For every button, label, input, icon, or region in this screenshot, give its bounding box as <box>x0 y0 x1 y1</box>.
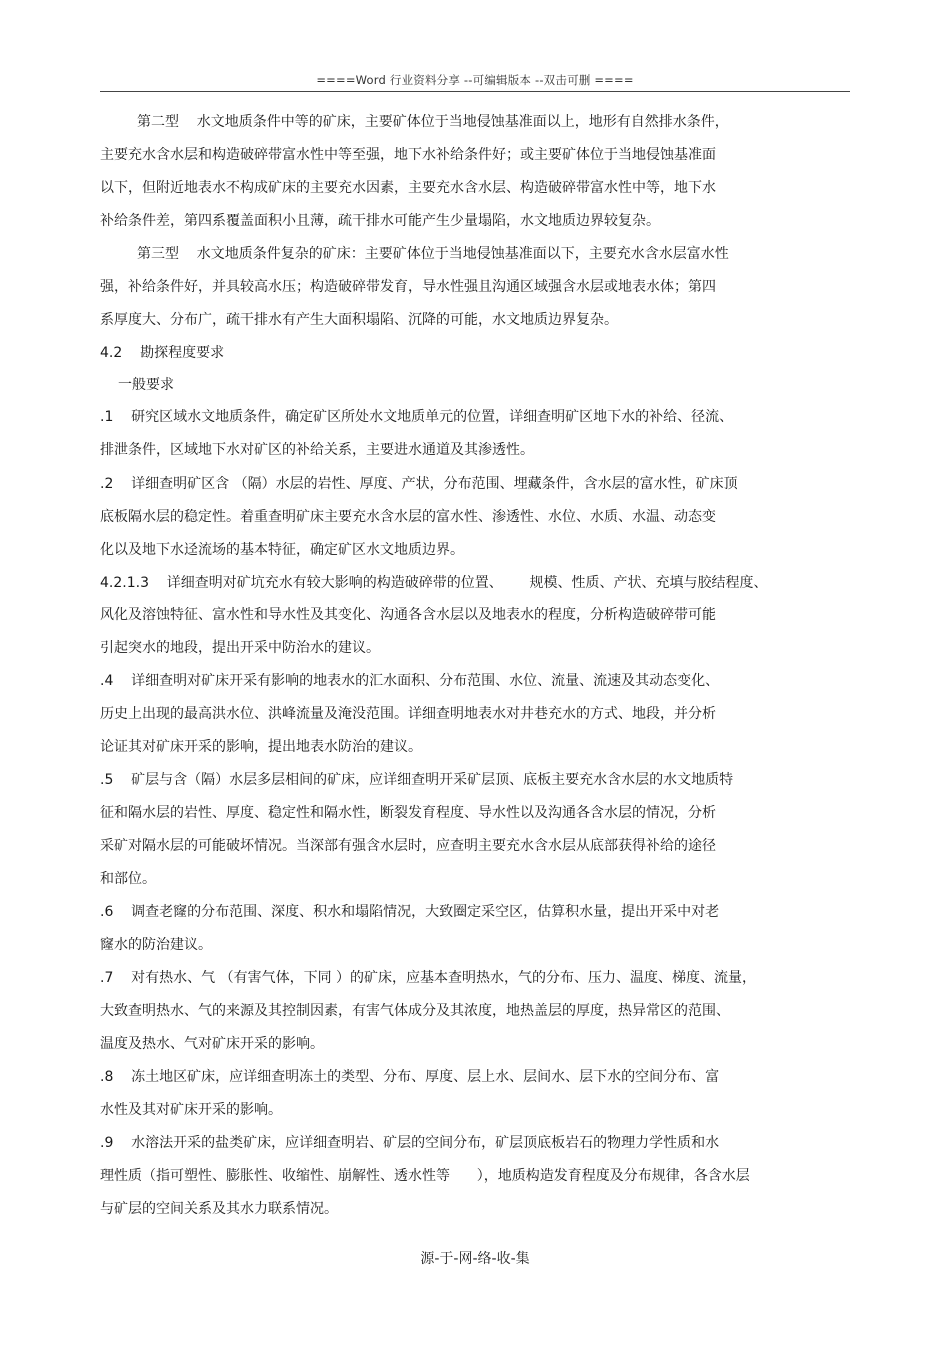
body-line: 温度及热水、气对矿床开采的影响。 <box>100 1036 324 1052</box>
body-line: 与矿层的空间关系及其水力联系情况。 <box>100 1201 338 1217</box>
body-line: .6 调查老窿的分布范围、深度、积水和塌陷情况，大致圈定采空区，估算积水量，提出开采中对老 <box>100 904 720 920</box>
body-line: .1 研究区域水文地质条件，确定矿区所处水文地质单元的位置，详细查明矿区地下水的补给、径流、 <box>100 409 734 425</box>
body-line: 采矿对隔水层的可能破坏情况。当深部有强含水层时，应查明主要充水含水层从底部获得补给的途径 <box>100 838 716 854</box>
body-line: 论证其对矿床开采的影响，提出地表水防治的建议。 <box>100 739 422 755</box>
body-line: 风化及溶蚀特征、富水性和导水性及其变化、沟通各含水层以及地表水的程度，分析构造破碎带可能 <box>100 607 716 623</box>
body-line: .8 冻土地区矿床，应详细查明冻土的类型、分布、厚度、层上水、层间水、层下水的空间分布、富 <box>100 1069 720 1085</box>
body-line: 理性质（指可塑性、膨胀性、收缩性、崩解性、透水性等 ），地质构造发育程度及分布规律，各含水层 <box>100 1168 750 1184</box>
section-heading: 4.2 勘探程度要求 <box>100 345 225 361</box>
body-line: 和部位。 <box>100 871 156 887</box>
body-line: 窿水的防治建议。 <box>100 937 212 953</box>
body-line: 化以及地下水迳流场的基本特征，确定矿区水文地质边界。 <box>100 542 464 558</box>
body-line: .9 水溶法开采的盐类矿床，应详细查明岩、矿层的空间分布，矿层顶底板岩石的物理力学性质和水 <box>100 1135 720 1151</box>
body-line: 系厚度大、分布广，疏干排水有产生大面积塌陷、沉降的可能，水文地质边界复杂。 <box>100 312 618 328</box>
header-rule <box>100 91 850 92</box>
subsection-heading: 一般要求 <box>118 377 174 393</box>
body-line: 征和隔水层的岩性、厚度、稳定性和隔水性，断裂发育程度、导水性以及沟通各含水层的情况，分析 <box>100 805 716 821</box>
body-line: 排泄条件，区域地下水对矿区的补给关系，主要进水通道及其渗透性。 <box>100 442 534 458</box>
body-line: 补给条件差，第四系覆盖面积小且薄，疏干排水可能产生少量塌陷，水文地质边界较复杂。 <box>100 213 660 229</box>
page-footer: 源-于-网-络-收-集 <box>420 1251 530 1267</box>
body-line: .7 对有热水、气 （有害气体，下同 ）的矿床，应基本查明热水，气的分布、压力、温度、梯度、流量， <box>100 970 757 986</box>
body-line: 4.2.1.3 详细查明对矿坑充水有较大影响的构造破碎带的位置、 规模、性质、产状、充填与胶结程度、 <box>100 575 768 591</box>
body-line: .4 详细查明对矿床开采有影响的地表水的汇水面积、分布范围、水位、流量、流速及其动态变化、 <box>100 673 720 689</box>
body-line: 第三型 水文地质条件复杂的矿床：主要矿体位于当地侵蚀基准面以下，主要充水含水层富水性 <box>137 246 729 262</box>
page-header: ====Word 行业资料分享 --可编辑版本 --双击可删 ==== <box>316 73 634 87</box>
body-line: 底板隔水层的稳定性。着重查明矿床主要充水含水层的富水性、渗透性、水位、水质、水温、动态变 <box>100 509 716 525</box>
body-line: 引起突水的地段，提出开采中防治水的建议。 <box>100 640 380 656</box>
body-line: 强，补给条件好，并具较高水压；构造破碎带发育，导水性强且沟通区域强含水层或地表水体；第四 <box>100 279 716 295</box>
body-line: 主要充水含水层和构造破碎带富水性中等至强，地下水补给条件好；或主要矿体位于当地侵蚀基准面 <box>100 147 716 163</box>
body-line: 水性及其对矿床开采的影响。 <box>100 1102 282 1118</box>
body-line: 历史上出现的最高洪水位、洪峰流量及淹没范围。详细查明地表水对井巷充水的方式、地段，并分析 <box>100 706 716 722</box>
body-line: 大致查明热水、气的来源及其控制因素，有害气体成分及其浓度，地热盖层的厚度，热异常区的范围、 <box>100 1003 730 1019</box>
body-line: 以下，但附近地表水不构成矿床的主要充水因素，主要充水含水层、构造破碎带富水性中等，地下水 <box>100 180 716 196</box>
body-line: .2 详细查明矿区含 （隔）水层的岩性、厚度、产状，分布范围、埋藏条件，含水层的富水性，矿床顶 <box>100 476 738 492</box>
body-line: .5 矿层与含（隔）水层多层相间的矿床，应详细查明开采矿层顶、底板主要充水含水层的水文地质特 <box>100 772 734 788</box>
body-line: 第二型 水文地质条件中等的矿床，主要矿体位于当地侵蚀基准面以上，地形有自然排水条件， <box>137 114 729 130</box>
